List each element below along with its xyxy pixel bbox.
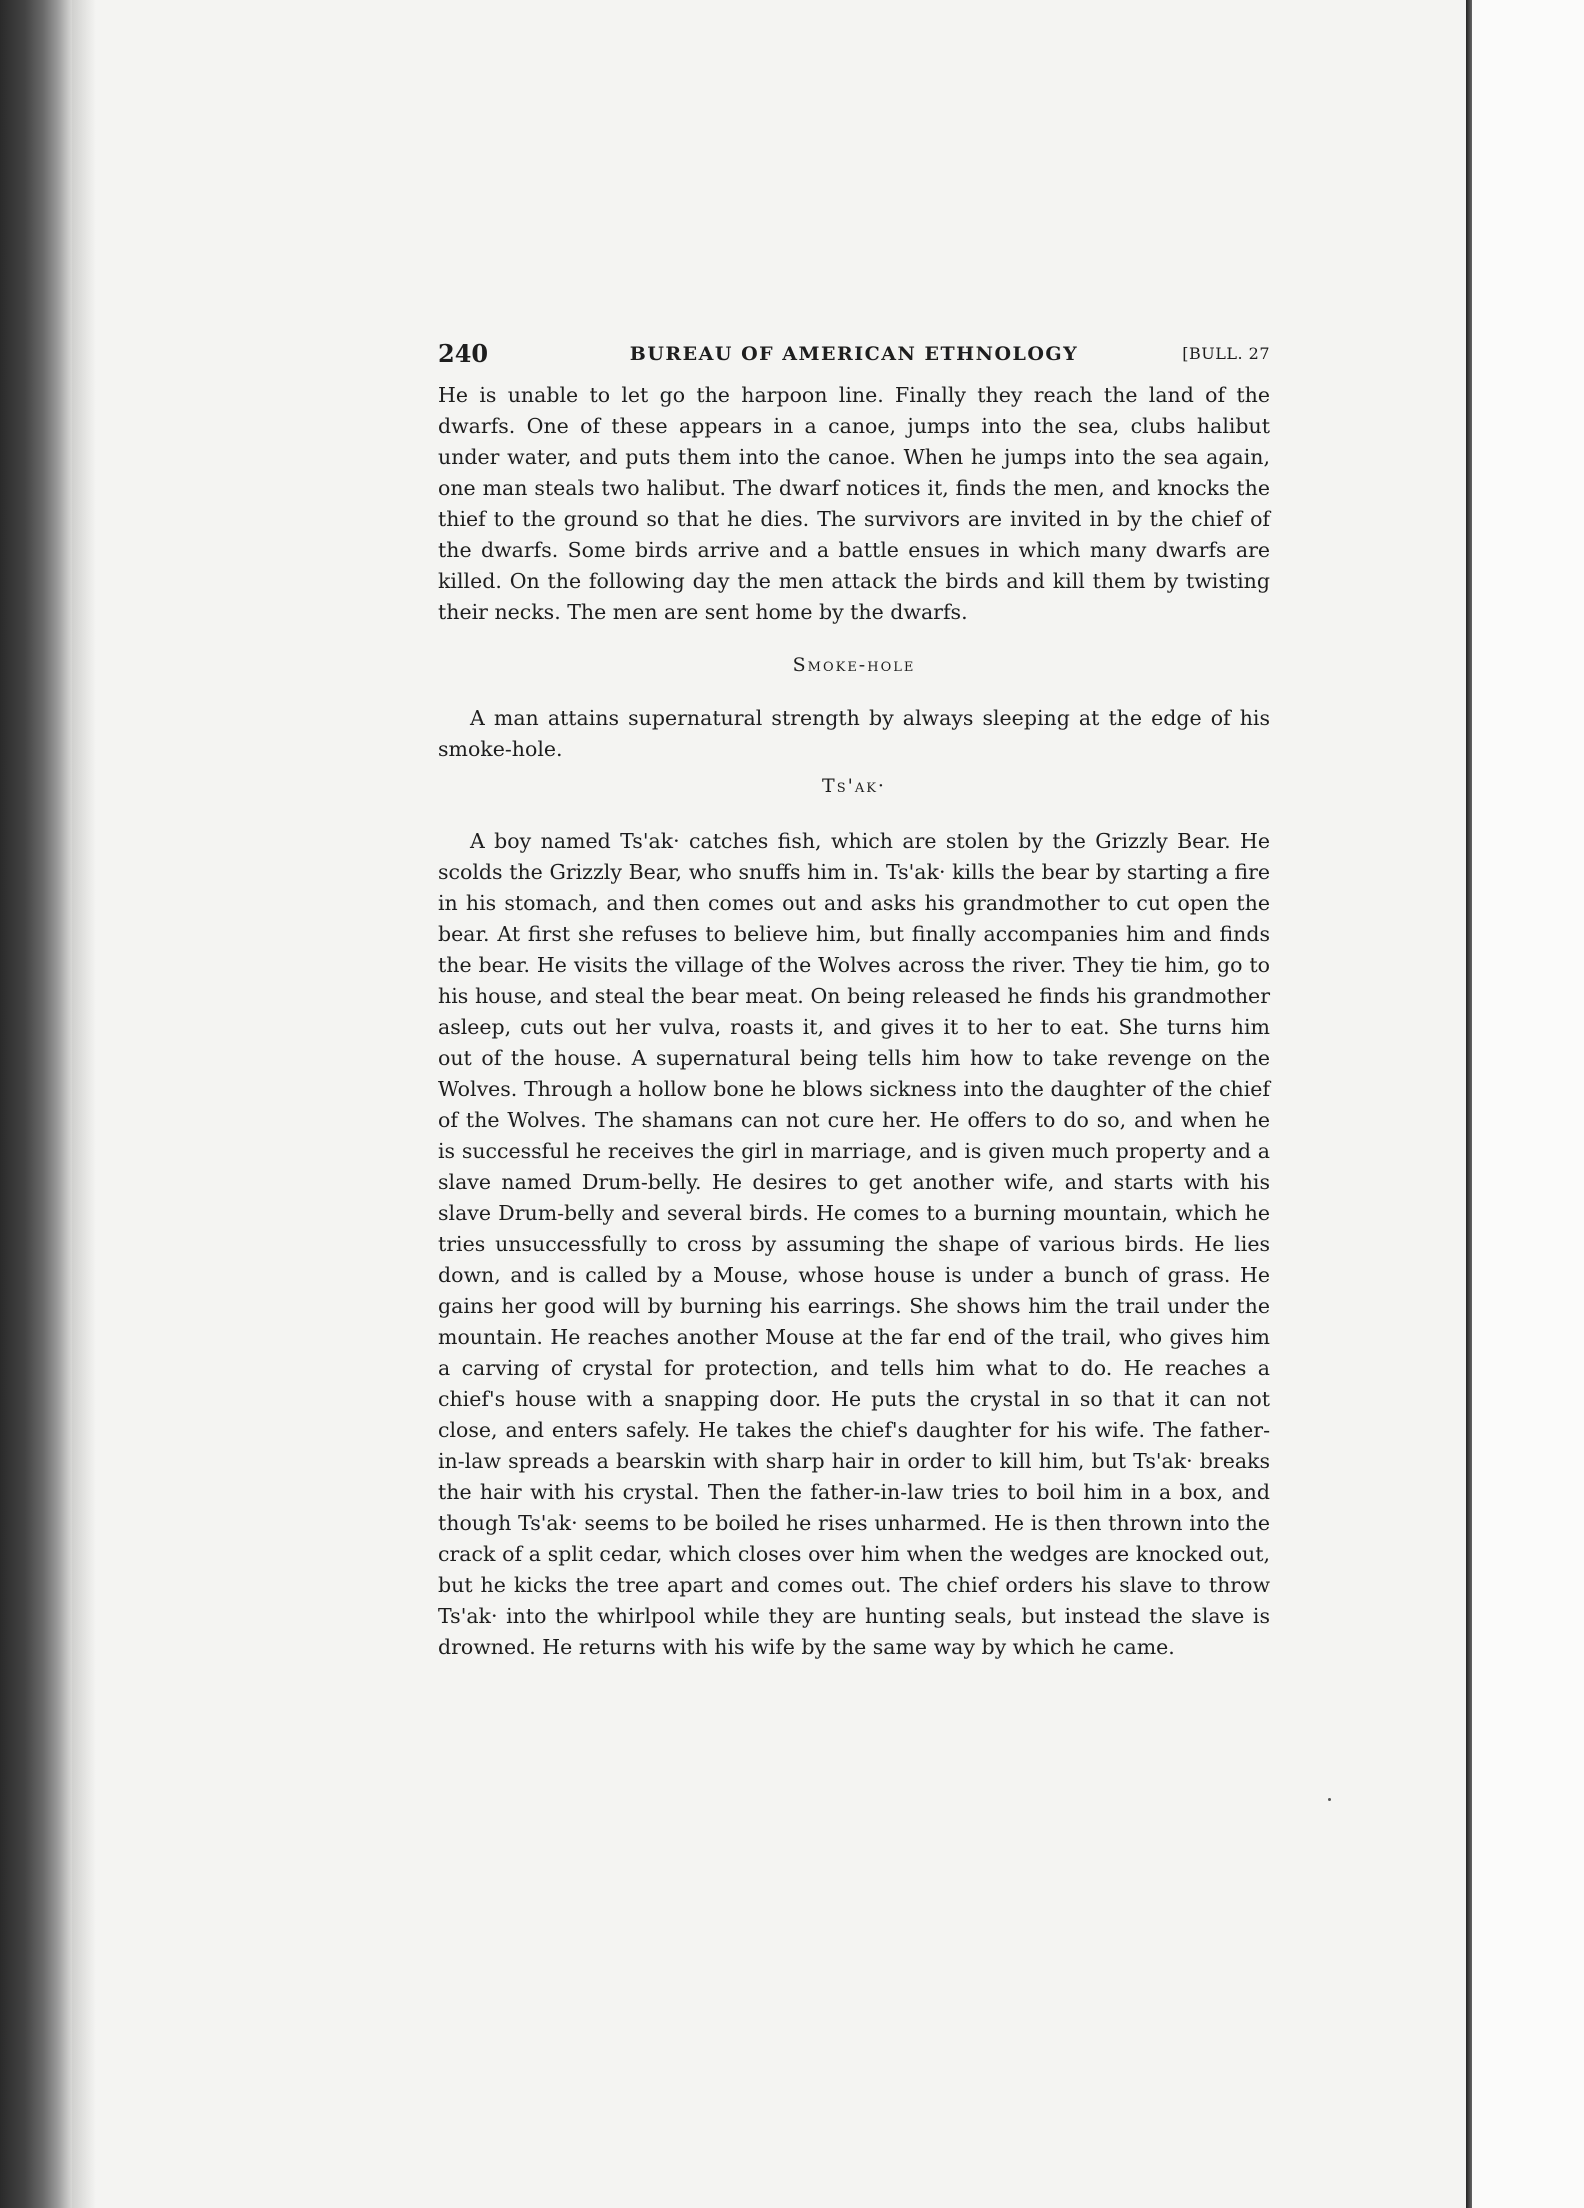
- bulletin-reference: [BULL. 27: [1182, 344, 1270, 363]
- page-gutter-shadow: [72, 0, 96, 2208]
- book-binding-right: [1466, 0, 1472, 2208]
- section-heading-smoke-hole: Smoke-hole: [792, 654, 916, 676]
- page-text-block: [438, 332, 1270, 1663]
- paragraph-tsak: A boy named Ts'ak· catches fish, which are stolen by the Grizzly Bear. He scolds the Grizzly Bear, who snuffs him in. Ts'ak· kills the bear by starting a fire in his stomach, and then comes out and asks his grandmother to cut open the bear. At first she refuses to believe him, but finally accompanies him and finds the bear. He visits the village of the Wolves across the river. They tie him, go to his house, and steal the bear meat. On being released he finds his grandmother asleep, cuts out her vulva, roasts it, and gives it to her to eat. She turns him out of the house. A supernatural being tells him how to take revenge on the Wolves. Through a hollow bone he blows sickness into the daughter of the chief of the Wolves. The shamans can not cure her. He offers to do so, and when he is successful he receives the girl in marriage, and is given much property and a slave named Drum-belly. He desires to get another wife, and starts with his slave Drum-belly and several birds. He comes to a burning mountain, which he tries unsuccessfully to cross by assuming the shape of various birds. He lies down, and is called by a Mouse, whose house is under a bunch of grass. He gains her good will by burning his earrings. She shows him the trail under the mountain. He reaches another Mouse at the far end of the trail, who gives him a carving of crystal for protection, and tells him what to do. He reaches a chief's house with a snapping door. He puts the crystal in so that it can not close, and enters safely. He takes the chief's daughter for his wife. The father-in-law spreads a bearskin with sharp hair in order to kill him, but Ts'ak· breaks the hair with his crystal. Then the father-in-law tries to boil him in a box, and though Ts'ak· seems to be boiled he rises unharmed. He is then thrown into the crack of a split cedar, which closes over him when the wedges are knocked out, but he kicks the tree apart and comes out. The chief orders his slave to throw Ts'ak· into the whirlpool while they are hunting seals, but instead the slave is drowned. He returns with his wife by the same way by which he came.: [438, 829, 1270, 1659]
- running-head: [438, 332, 1270, 376]
- running-title: BUREAU OF AMERICAN ETHNOLOGY: [629, 343, 1079, 365]
- paragraph-smoke-hole: A man attains supernatural strength by always sleeping at the edge of his smoke-hole.: [438, 706, 1270, 761]
- section-heading-tsak: Ts'ak·: [822, 775, 886, 797]
- paragraph-dwarfs: He is unable to let go the harpoon line. Finally they reach the land of the dwarfs. One of these appears in a canoe, jumps into the sea, clubs halibut under water, and puts them into the canoe. When he jumps into the sea again, one man steals two halibut. The dwarf notices it, finds the men, and knocks the thief to the ground so that he dies. The survivors are invited in by the chief of the dwarfs. Some birds arrive and a battle ensues in which many dwarfs are killed. On the following day the men attack the birds and kill them by twisting their necks. The men are sent home by the dwarfs.: [438, 383, 1270, 624]
- page-number: 240: [438, 339, 489, 368]
- book-binding-left: [0, 0, 72, 2208]
- adjacent-page-right: [1466, 0, 1584, 2208]
- paper-speck: [1328, 1798, 1331, 1801]
